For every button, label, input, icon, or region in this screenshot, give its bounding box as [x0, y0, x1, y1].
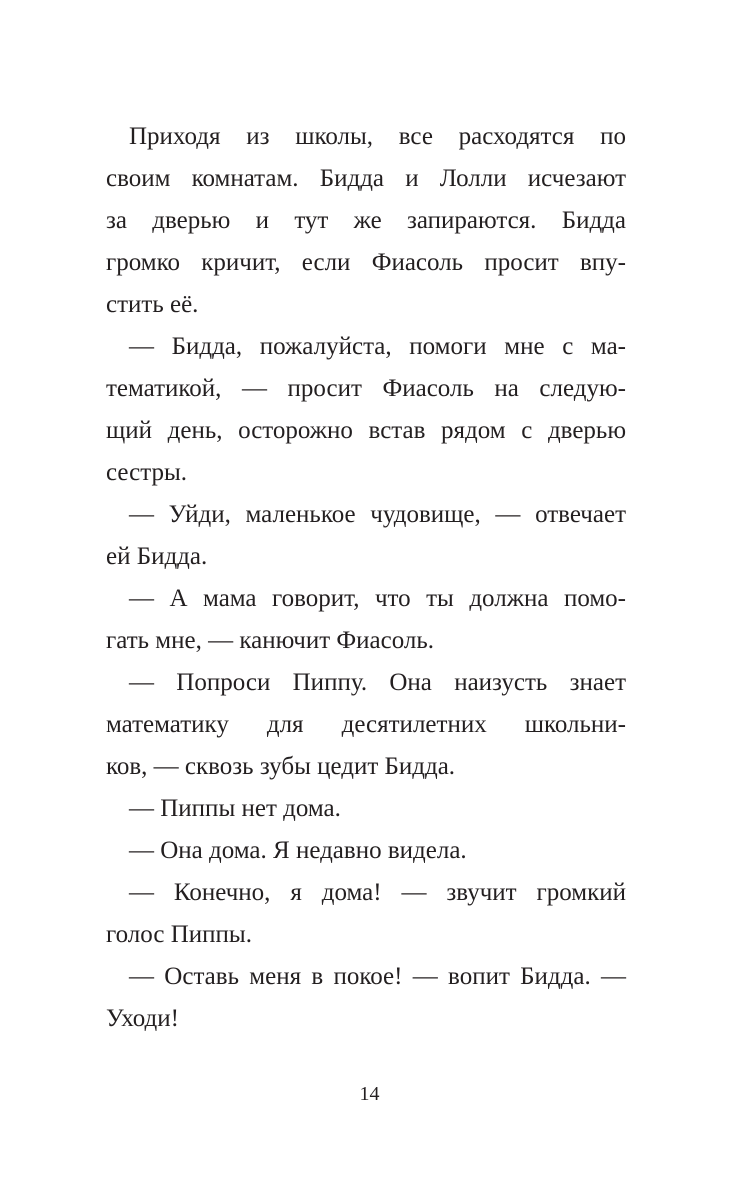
text-line: — Она дома. Я недавно видела.: [129, 837, 467, 864]
text-line: математику для десятилетних школьни-: [106, 711, 626, 738]
text-line: щий день, осторожно встав рядом с дверью: [106, 417, 626, 444]
text-line: за дверью и тут же запираются. Бидда: [106, 207, 626, 234]
text-line: сестры.: [106, 459, 187, 486]
text-line: ков, — сквозь зубы цедит Бидда.: [106, 753, 456, 780]
text-line: громко кричит, если Фиасоль просит впу-: [106, 249, 626, 276]
text-line: стить её.: [106, 291, 199, 318]
text-line: — Пиппы нет дома.: [129, 795, 341, 822]
text-line: — Бидда, пожалуйста, помоги мне с ма-: [129, 333, 626, 360]
text-line: — А мама говорит, что ты должна помо-: [129, 585, 626, 612]
text-line: — Оставь меня в покое! — вопит Бидда. —: [129, 963, 626, 990]
text-line: своим комнатам. Бидда и Лолли исчезают: [106, 165, 626, 192]
page-number: 14: [359, 1083, 380, 1105]
text-line: — Уйди, маленькое чудовище, — отвечает: [129, 501, 626, 528]
text-line: голос Пиппы.: [106, 921, 252, 948]
text-line: — Попроси Пиппу. Она наизусть знает: [129, 669, 626, 696]
text-line: тематикой, — просит Фиасоль на следую-: [106, 375, 626, 402]
text-line: ей Бидда.: [106, 543, 208, 570]
text-line: Уходи!: [106, 1005, 179, 1032]
text-line: Приходя из школы, все расходятся по: [129, 123, 626, 150]
text-line: гать мне, — канючит Фиасоль.: [106, 627, 435, 654]
text-line: — Конечно, я дома! — звучит громкий: [129, 879, 626, 906]
